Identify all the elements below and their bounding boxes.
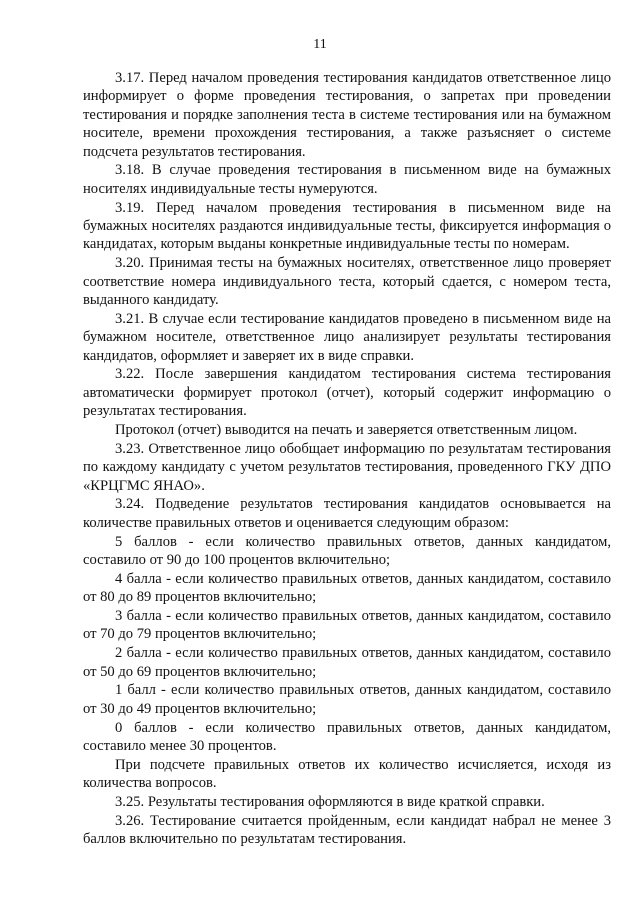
paragraph-3-24: 3.24. Подведение результатов тестирования кандидатов основывается на количестве правильных ответов и оценивается следующим образом: xyxy=(83,496,611,531)
paragraph-3-21: 3.21. В случае если тестирование кандидатов проведено в письменном виде на бумажном носителе, ответственное лицо анализирует результаты тестирования кандидатов, оформляет и заверяет их в виде справки. xyxy=(83,310,611,364)
paragraph-3-26: 3.26. Тестирование считается пройденным, если кандидат набрал не менее 3 баллов включительно по результатам тестирования. xyxy=(83,812,611,848)
paragraph-3-19: 3.19. Перед началом проведения тестирования в письменном виде на бумажных носителях раздаются индивидуальные тесты, фиксируется информация о кандидатах, которым выданы конкретные индивидуальные тесты по номерам. xyxy=(83,199,611,253)
grade-0-points: 0 баллов - если количество правильных ответов, данных кандидатом, составило менее 30 процентов. xyxy=(83,719,611,755)
page-number: 11 xyxy=(313,37,327,52)
document-body xyxy=(83,69,611,849)
paragraph-3-23: 3.23. Ответственное лицо обобщает информацию по результатам тестирования по каждому кандидату с учетом результатов тестирования, проведенного ГКУ ДПО «КРЦГМС ЯНАО». xyxy=(83,440,611,494)
grade-2-points: 2 балла - если количество правильных ответов, данных кандидатом, составило от 50 до 69 процентов включительно; xyxy=(83,645,611,680)
paragraph-3-18: 3.18. В случае проведения тестирования в письменном виде на бумажных носителях индивидуальные тесты нумеруются. xyxy=(83,162,611,197)
paragraph-3-20: 3.20. Принимая тесты на бумажных носителях, ответственное лицо проверяет соответствие номера индивидуального теста, который сдается, с номером теста, выданного кандидату. xyxy=(83,255,611,309)
grade-3-points: 3 балла - если количество правильных ответов, данных кандидатом, составило от 70 до 79 процентов включительно; xyxy=(83,608,611,643)
grade-5-points: 5 баллов - если количество правильных ответов, данных кандидатом, составило от 90 до 100 процентов включительно; xyxy=(83,533,611,569)
grade-4-points: 4 балла - если количество правильных ответов, данных кандидатом, составило от 80 до 89 процентов включительно; xyxy=(83,570,611,606)
paragraph-3-22: 3.22. После завершения кандидатом тестирования система тестирования автоматически формирует протокол (отчет), который содержит информацию о результатах тестирования. xyxy=(83,366,611,420)
paragraph-3-25: 3.25. Результаты тестирования оформляются в виде краткой справки. xyxy=(115,794,545,811)
grade-1-point: 1 балл - если количество правильных ответов, данных кандидатом, составило от 30 до 49 процентов включительно; xyxy=(83,682,611,717)
paragraph-counting-note: При подсчете правильных ответов их количество исчисляется, исходя из количества вопросов. xyxy=(83,756,611,792)
paragraph-3-17: 3.17. Перед началом проведения тестирования кандидатов ответственное лицо информирует о форме проведения тестирования, о запретах при проведении тестирования и порядке заполнения теста в системе тестирования или на бумажном носителе, времени прохождения тестирования, а также разъясняет о системе подсчета результатов тестирования. xyxy=(83,70,611,160)
paragraph-protocol-print: Протокол (отчет) выводится на печать и заверяется ответственным лицом. xyxy=(115,422,578,439)
